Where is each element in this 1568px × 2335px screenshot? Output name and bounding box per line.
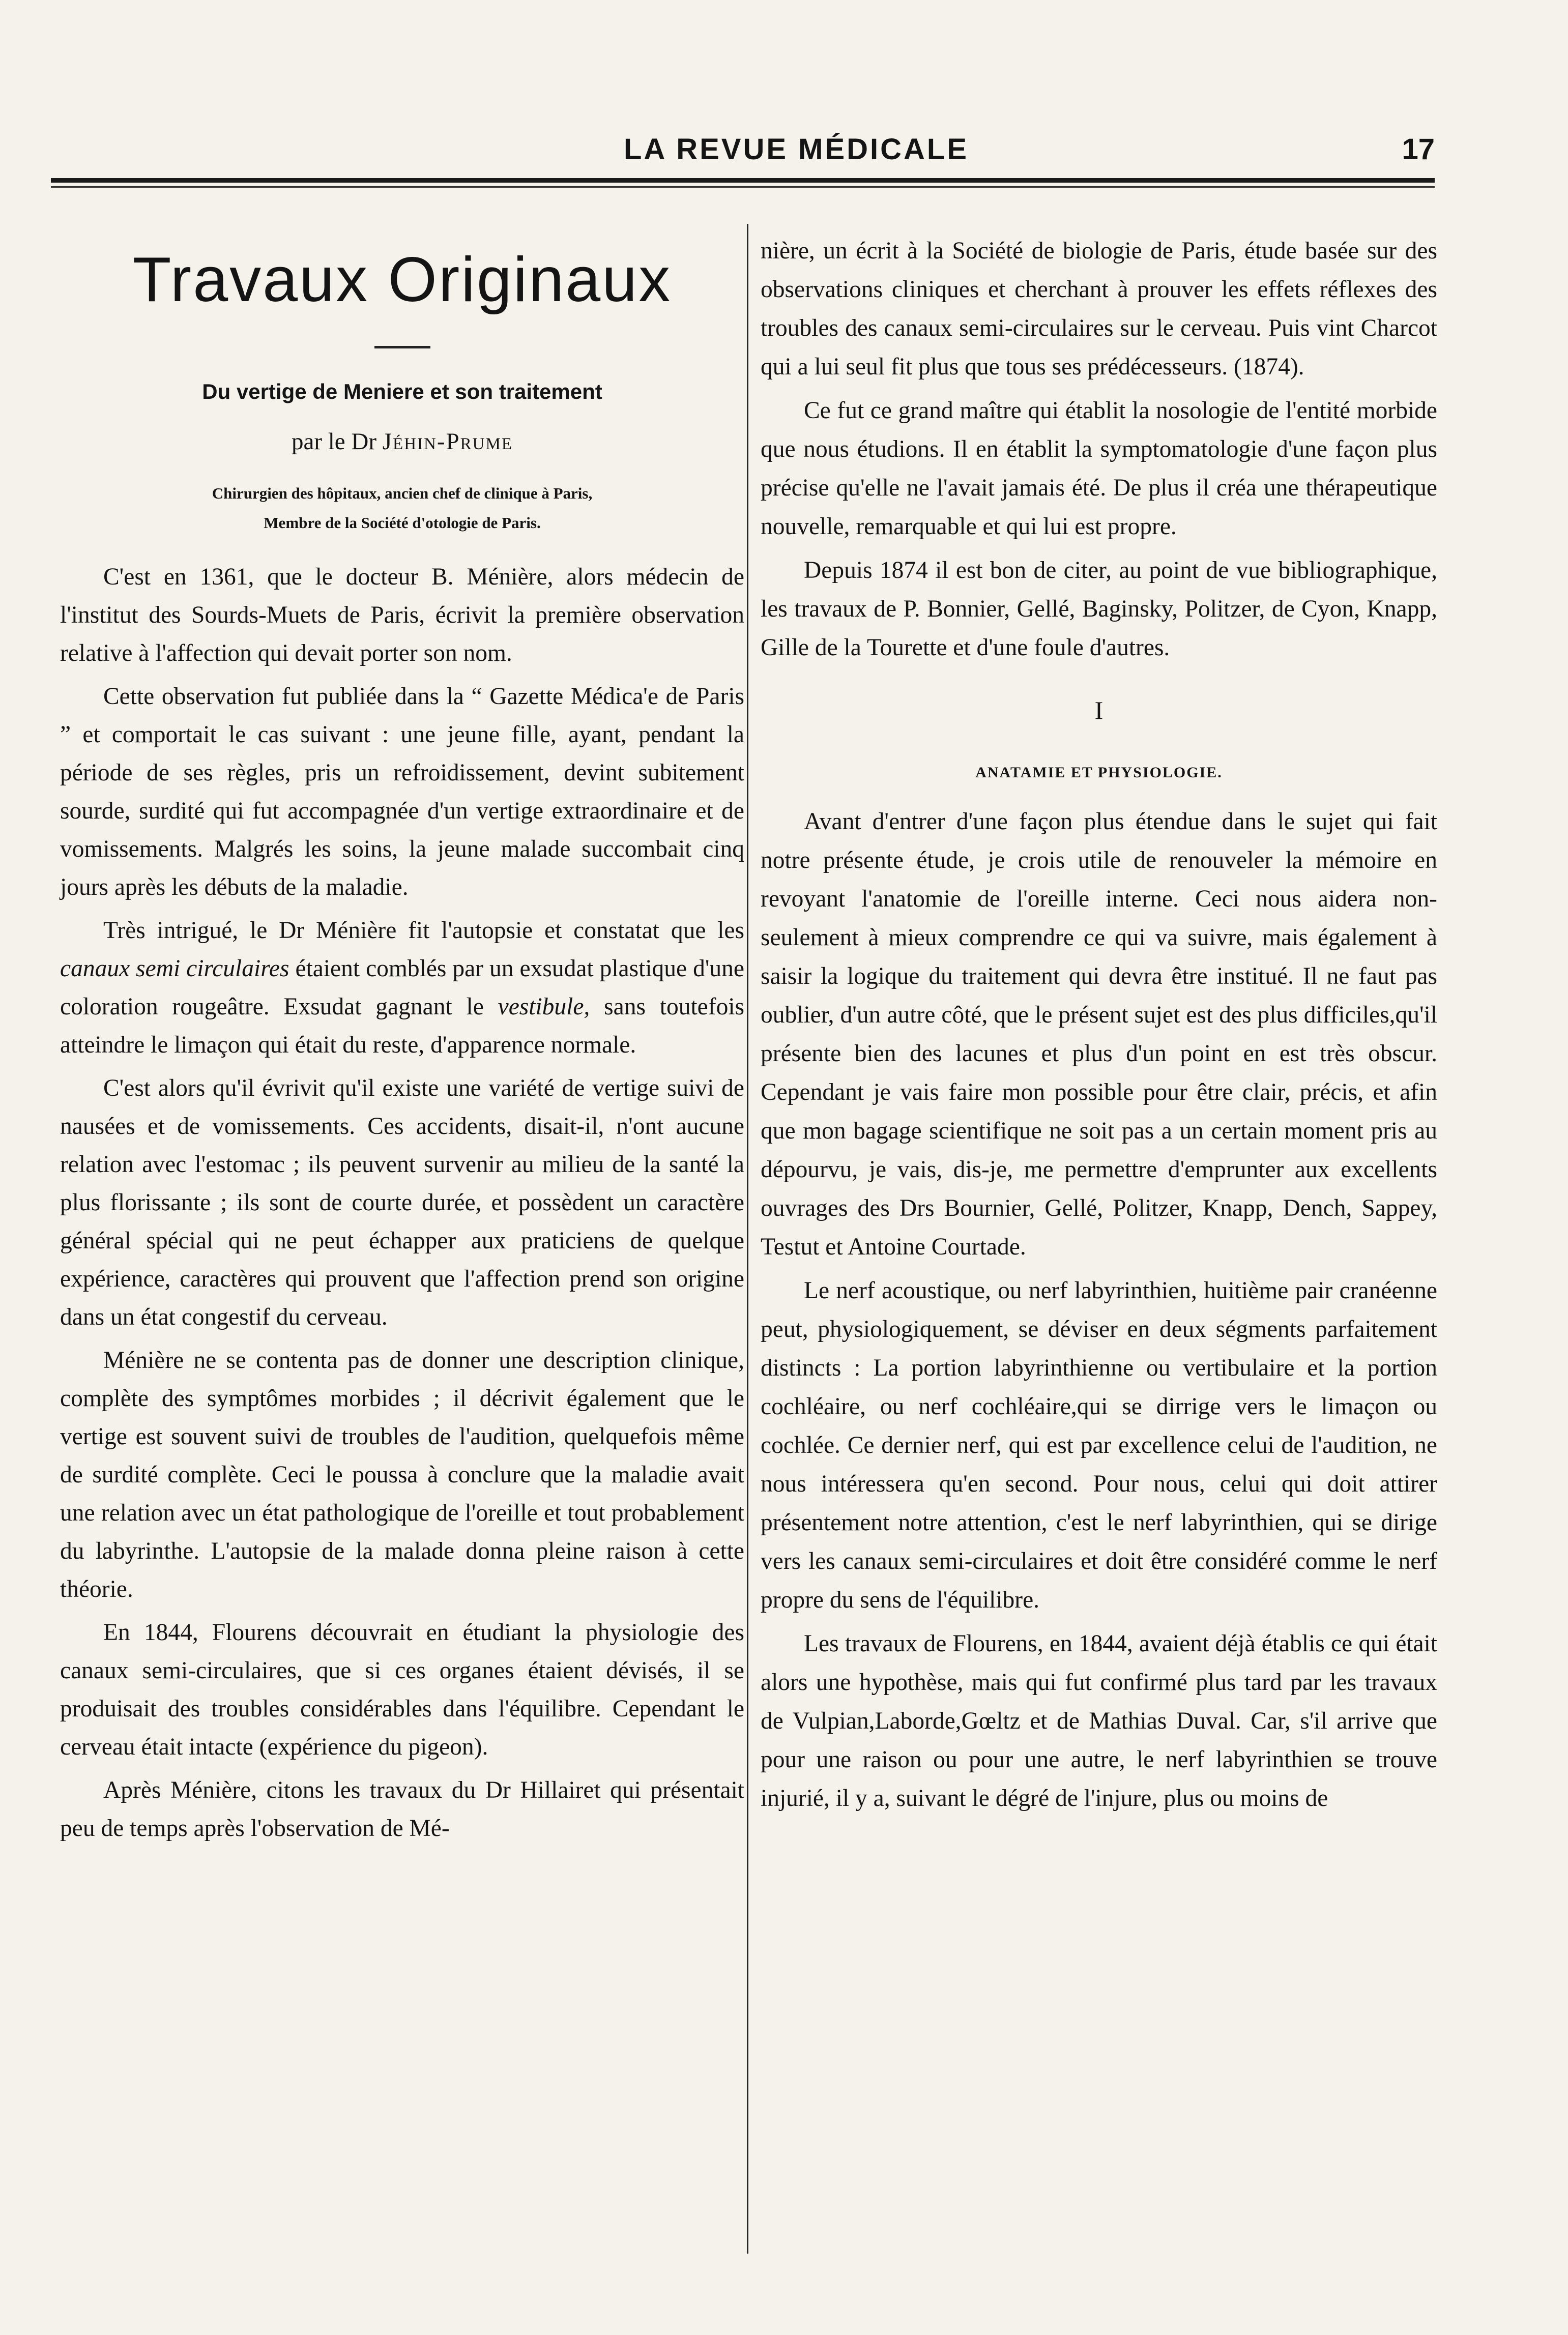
column-divider (747, 224, 748, 2254)
paragraph: Les travaux de Flourens, en 1844, avaient déjà établis ce qui était alors une hypothèse, mais qui fut confirmé plus tard par les travaux de Vulpian,Laborde,Gœltz et de Mathias Duval. Car, s'il arrive que pour une raison ou pour une autre, le nerf labyrinthien se trouve injurié, il y a, suivant le dégré de l'injure, plus ou moins de (761, 1630, 1437, 1812)
paragraph: Ménière ne se contenta pas de donner une description clinique, complète des symptômes morbides ; il décrivit également que le vertige est souvent suivi de troubles de l'audition, quelquefois même de surdité complète. Ceci le poussa à conclure que la maladie avait une relation avec un état pathologique de l'oreille et tout probablement du labyrinthe. L'autopsie de la malade donna pleine raison à cette théorie. (60, 1347, 744, 1602)
affiliation-line-1: Chirurgien des hôpitaux, ancien chef de clinique à Paris, (212, 484, 593, 502)
text-run: étaient comblés par un exsudat plastique d'une coloration rougeâtre. Exsudat gagnant le (60, 955, 744, 1020)
paragraph: C'est alors qu'il évrivit qu'il existe une variété de vertige suivi de nausées et de vomissements. Ces accidents, disait-il, n'ont aucune relation avec l'estomac ; ils peuvent survenir au milieu de la santé la plus florissante ; ils sont de courte durée, et possèdent un caractère général spécial qui ne peut échapper aux praticiens de quelque expérience, caractères qui prouvent que l'affection prend son origine dans un état congestif du cerveau. (60, 1075, 744, 1330)
subsection-heading: ANATAMIE ET PHYSIOLOGIE. (975, 764, 1223, 781)
text-run: Très intrigué, le Dr Ménière fit l'autopsie et constatat que les (103, 917, 744, 944)
paragraph: En 1844, Flourens découvrait en étudiant la physiologie des canaux semi-circulaires, que si ces organes étaient dévisés, il se produisait des troubles considérables dans l'équilibre. Cependant le cerveau était intacte (expérience du pigeon). (60, 1619, 744, 1760)
section-numeral: I (1094, 696, 1104, 724)
paragraph-continued: nière, un écrit à la Société de biologie de Paris, étude basée sur des observations cliniques et cherchant à prouver les effets réflexes des troubles des canaux semi-circulaires sur le cerveau. Puis vint Charcot qui a lui seul fit plus que tous ses prédécesseurs. (1874). (761, 238, 1437, 380)
byline-prefix: par le Dr (291, 428, 383, 455)
paragraph: C'est en 1361, que le docteur B. Ménière, alors médecin de l'institut des Sourds-Muets de Paris, écrivit la première observation relative à l'affection qui devait porter son nom. (60, 564, 744, 666)
section-title: Travaux Originaux (132, 245, 672, 315)
right-column (761, 231, 1437, 1823)
page-number: 17 (1402, 133, 1435, 166)
journal-title: LA REVUE MÉDICALE (623, 133, 969, 166)
italic-term: canaux semi circulaires (60, 955, 289, 982)
byline (60, 424, 744, 459)
header-rule-thin (51, 186, 1435, 188)
article-title: Du vertige de Meniere et son traitement (202, 380, 602, 403)
paragraph: Ce fut ce grand maître qui établit la nosologie de l'entité morbide que nous étudions. Il en établit la symptomatologie d'une façon plus précise qu'elle ne l'avait jamais été. De plus il créa une thérapeutique nouvelle, remarquable et qui lui est propre. (761, 397, 1437, 540)
paragraph: Depuis 1874 il est bon de citer, au point de vue bibliographique, les travaux de P. Bonnier, Gellé, Baginsky, Politzer, de Cyon, Knapp, Gille de la Tourette et d'une foule d'autres. (761, 557, 1437, 661)
italic-term: vestibule, (498, 994, 590, 1020)
title-rule (374, 346, 430, 348)
author-affiliation (60, 479, 744, 538)
paragraph: Le nerf acoustique, ou nerf labyrinthien, huitième pair cranéenne peut, physiologiquement, se déviser en deux ségments parfaitement distincts : La portion labyrinthienne ou vertibulaire et la portion cochléaire, ou nerf cochléaire,qui se dirrige vers le limaçon ou cochlée. Ce dernier nerf, qui est par excellence celui de l'audition, ne nous intéressera qu'en second. Pour nous, celui qui doit attirer présentement notre attention, c'est le nerf labyrinthien, qui se dirige vers les canaux semi-circulaires et doit être considéré comme le nerf propre du sens de l'équilibre. (761, 1277, 1437, 1613)
affiliation-line-2: Membre de la Société d'otologie de Paris. (264, 514, 541, 532)
text-run: sans toutefois atteindre le limaçon qui était du reste, d'apparence normale. (60, 994, 745, 1058)
paragraph: Après Ménière, citons les travaux du Dr Hillairet qui présentait peu de temps après l'observation de Mé- (60, 1777, 744, 1842)
left-column (60, 231, 744, 1853)
author-name: Jéhin-Prume (382, 428, 513, 455)
paragraph: Avant d'entrer d'une façon plus étendue dans le sujet qui fait notre présente étude, je crois utile de renouveler la mémoire en revoyant l'anatomie de l'oreille interne. Ceci nous aidera non-seulement à mieux comprendre ce qui va suivre, mais également à saisir la logique du traitement qui devra être institué. Il ne faut pas oublier, d'un autre côté, que le présent sujet est des plus difficiles,qu'il présente bien des lacunes et plus d'un point en est très obscur. Cependant je vais faire mon possible pour être clair, précis, et afin que mon bagage scientifique ne soit pas a un certain moment pris au dépourvu, je vais, dis-je, me permettre d'emprunter aux excellents ouvrages des Drs Bournier, Gellé, Politzer, Knapp, Dench, Sappey, Testut et Antoine Courtade. (761, 808, 1437, 1260)
paragraph: Cette observation fut publiée dans la “ Gazette Médica'e de Paris ” et comportait le cas suivant : une jeune fille, ayant, pendant la période de ses règles, pris un refroidissement, devint subitement sourde, surdité qui fut accompagnée d'un vertige extraordinaire et de vomissements. Malgrés les soins, la jeune malade succombait cinq jours après les débuts de la maladie. (60, 683, 744, 900)
paragraph (60, 912, 744, 1064)
header-rule (51, 178, 1435, 183)
page-header (51, 127, 1435, 176)
